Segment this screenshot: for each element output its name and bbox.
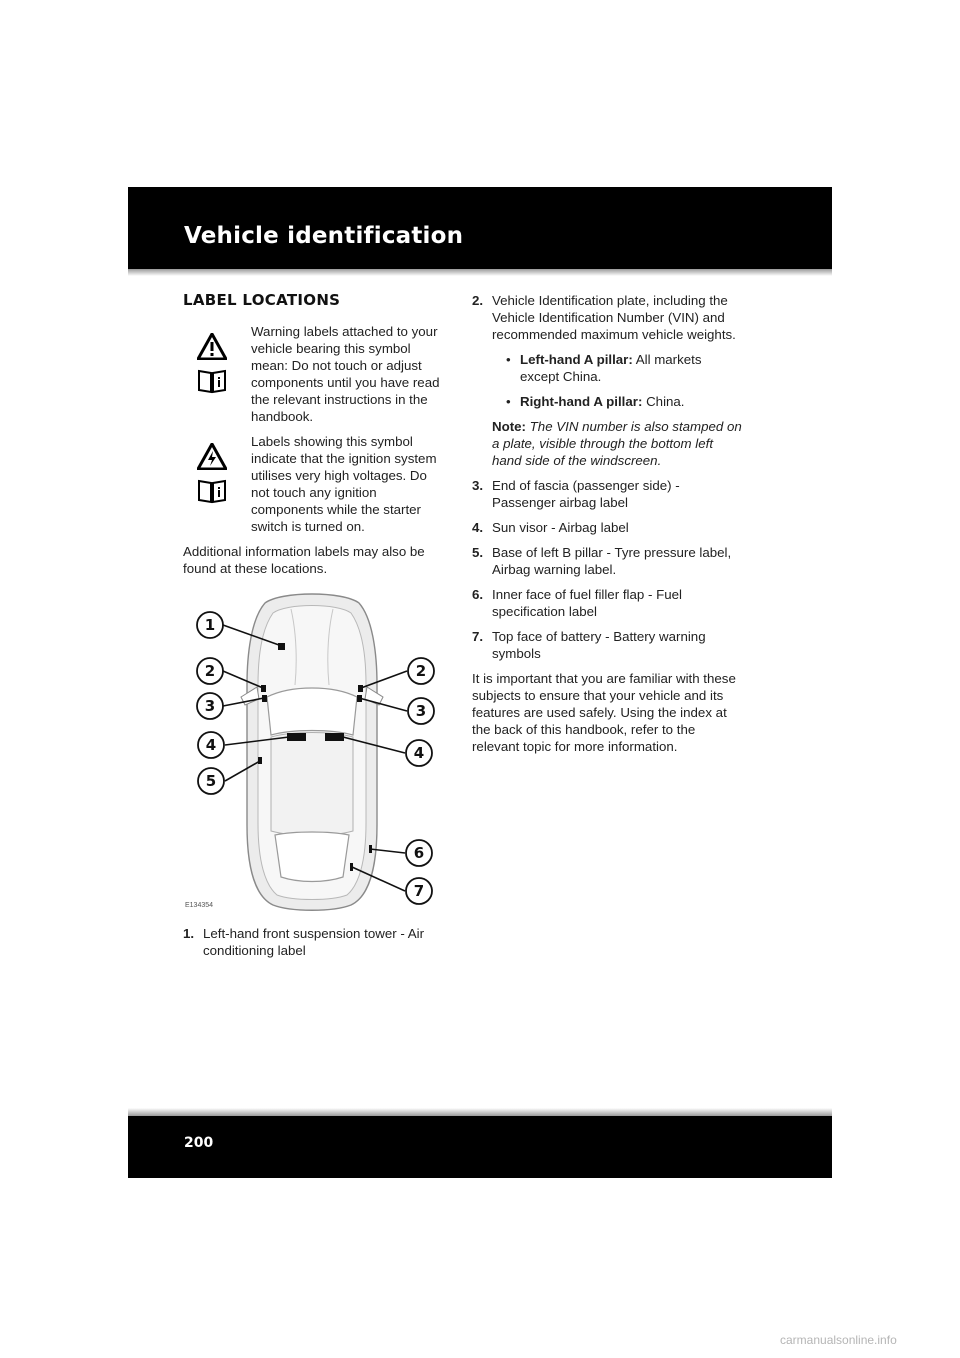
marker-2-right [358, 685, 363, 692]
bullet-label: Left-hand A pillar: [520, 352, 633, 367]
list-item-2 [472, 292, 742, 343]
warning-block-ignition [183, 433, 441, 535]
windscreen [267, 688, 357, 735]
callout-5-label: 5 [205, 772, 217, 790]
marker-5 [258, 757, 262, 764]
list-number: 3. [472, 478, 484, 493]
warning-icons [197, 443, 229, 508]
list-text: Left-hand front suspension tower - Air conditioning label [203, 926, 424, 958]
list-text: End of fascia (passenger side) - Passenger airbag label [492, 478, 680, 510]
warning-block-general [183, 323, 441, 425]
bullet-item-right-pillar [472, 393, 742, 410]
bullet-text: China. [642, 394, 685, 409]
list-number: 6. [472, 587, 484, 602]
callout-4-left-label: 4 [205, 736, 217, 754]
handbook-icon [197, 368, 227, 394]
section-title: LABEL LOCATIONS [183, 291, 341, 309]
callout-4-right-label: 4 [413, 744, 425, 762]
closing-text: It is important that you are familiar with these subjects to ensure that your vehicle and its features are used safely. Using the index at the back of this handbook, refer to the relevant topic for more information. [472, 671, 736, 754]
callout-6-label: 6 [413, 844, 425, 862]
diagram-code: E134354 [185, 902, 214, 909]
bullet-label: Right-hand A pillar: [520, 394, 643, 409]
list-item-1 [183, 925, 441, 959]
list-number: 7. [472, 629, 484, 644]
warning-triangle-icon [197, 333, 227, 360]
vin-note [472, 418, 742, 469]
marker-1 [278, 643, 285, 650]
page-number: 200 [184, 1135, 214, 1151]
list-text: Base of left B pillar - Tyre pressure label, Airbag warning label. [492, 545, 732, 577]
note-text: The VIN number is also stamped on a plate, visible through the bottom left hand side of the windscreen. [492, 419, 742, 468]
watermark-text: carmanualsonline.info [780, 1333, 897, 1347]
list-item-4 [472, 519, 742, 536]
rear-window [275, 832, 349, 882]
note-label: Note: [492, 419, 526, 434]
marker-4-right [325, 733, 344, 741]
warning-text-ignition: Labels showing this symbol indicate that the ignition system utilises very high voltages. Do not touch any ignition components while the starter switch is turned on. [251, 434, 437, 534]
bullet-item-left-pillar [472, 351, 742, 385]
intro-text: Additional information labels may also be found at these locations. [183, 544, 425, 576]
warning-text-general: Warning labels attached to your vehicle bearing this symbol mean: Do not touch or adjust components until you have read the relevant instructions in the handbook. [251, 324, 440, 424]
header-bar [128, 187, 832, 269]
callout-3-left-label: 3 [204, 697, 216, 715]
header-shadow [128, 269, 832, 276]
page-title: Vehicle identification [184, 223, 464, 249]
bullet-icon: • [506, 352, 511, 367]
list-number: 2. [472, 293, 484, 308]
marker-4-left [287, 733, 306, 741]
list-text: Sun visor - Airbag label [492, 520, 629, 535]
callout-3-right-label: 3 [415, 702, 427, 720]
callout-7-label: 7 [413, 882, 425, 900]
list-number: 4. [472, 520, 484, 535]
bullet-text: All markets except China. [520, 352, 702, 384]
footer-shadow [128, 1108, 832, 1116]
list-text: Vehicle Identification plate, including the Vehicle Identification Number (VIN) and recommended maximum vehicle weights. [492, 293, 736, 342]
list-item-7 [472, 628, 742, 662]
callout-1-label: 1 [204, 616, 216, 634]
left-column [183, 292, 441, 967]
list-text: Inner face of fuel filler flap - Fuel specification label [492, 587, 682, 619]
warning-icons [197, 333, 229, 398]
list-item-3 [472, 477, 742, 511]
roof [271, 733, 353, 836]
callout-2-left-label: 2 [204, 662, 216, 680]
footer-bar [128, 1116, 832, 1178]
list-item-6 [472, 586, 742, 620]
bullet-icon: • [506, 394, 511, 409]
high-voltage-warning-icon [197, 443, 227, 470]
list-text: Top face of battery - Battery warning symbols [492, 629, 706, 661]
marker-2-left [261, 685, 266, 692]
list-item-5 [472, 544, 742, 578]
label-locations-diagram [183, 585, 441, 915]
list-number: 5. [472, 545, 484, 560]
handbook-icon [197, 478, 227, 504]
list-number: 1. [183, 926, 195, 941]
right-column [472, 292, 742, 763]
callout-2-right-label: 2 [415, 662, 427, 680]
